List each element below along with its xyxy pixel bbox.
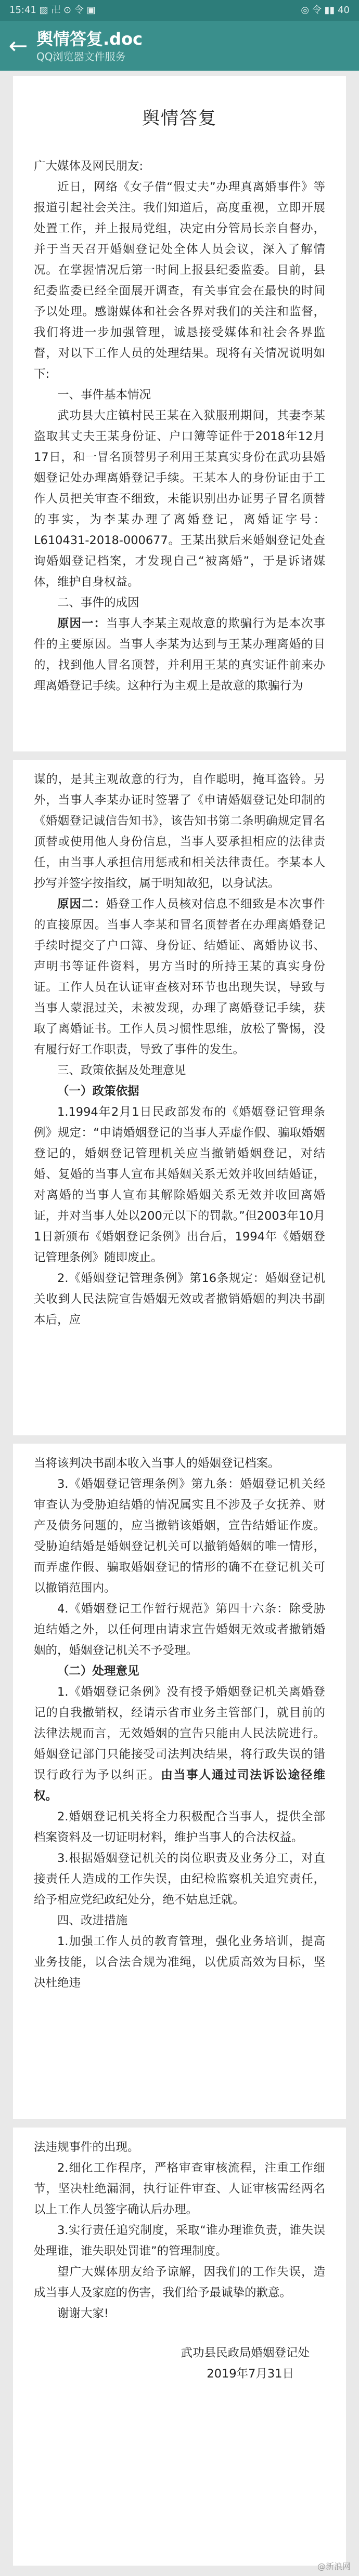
section-heading: 三、政策依据及处理意见 <box>57 1064 186 1077</box>
status-right: ◎ 令 ▮▮ 40 <box>301 5 350 16</box>
paragraph: 3.《婚姻登记管理条例》第九条：婚姻登记机关经审查认为受胁迫结婚的情况属实且不涉及子女抚养、财产及债务问题的，应当撤销该婚姻，宣告结婚证作废。受胁迫结婚是婚姻登记机关可以撤销婚姻的唯一情形，而弄虚作假、骗取婚姻登记的情形的确不在登记机关可以撤销范围内。 <box>34 1477 325 1595</box>
paragraph: 3.根据婚姻登记机关的岗位职责及业务分工，对直接责任人造成的工作失误，由纪检监察机关追究责任，给予相应党纪政纪处分，绝不姑息迁就。 <box>34 1852 325 1907</box>
paragraph: 近日，网络《女子借“假丈夫”办理真离婚事件》等报道引起社会关注。我们知道后，高度重视，立即开展处置工作，并上报局党组，决定由分管局长亲自督办，并于当天召开婚姻登记处全体人员会议，深入了解情况。在掌握情况后第一时间上报县纪委监委。目前，县纪委监委已经全面展开调查，有关事宜会在最快的时间予以处理。感谢媒体和社会各界对我们的关注和监督，我们将进一步加强管理，诚恳接受媒体和社会各界监督，对以下工作人员的处理结果。现将有关情况说明如下: <box>34 180 325 381</box>
document-page-1 <box>13 76 346 751</box>
paragraph: 望广大媒体朋友给予谅解，因我们的工作失误，造成当事人及家庭的伤害，我们给予最诚挚的歉意。 <box>34 2265 325 2300</box>
closing-thanks: 谢谢大家! <box>57 2307 109 2320</box>
paragraph: 3.实行责任追究制度，采取“谁办理谁负责，谁失误处理谁，谁失职处罚谁”的管理制度。 <box>34 2224 325 2258</box>
paragraph-text: 1.《婚姻登记条例》没有授予婚姻登记机关离婚登记的自我撤销权，经请示省市业务主管部门，就目前的法律法规而言，无效婚姻的宣告只能由人民法院进行。婚姻登记部门只能接受司法判决结果，将行政失误的错误行政行为予以纠正。 <box>34 1685 325 1782</box>
paragraph: 4.《婚姻登记工作暂行规范》第四十六条：除受胁迫结婚之外，以任何理由请求宣告婚姻无效或者撤销婚姻的，婚姻登记机关不予受理。 <box>34 1602 325 1657</box>
document-page-4 <box>13 2128 346 2566</box>
paragraph: 1.加强工作人员的教育管理，强化业务培训，提高业务技能，以合法合规为准绳，以优质高效为目标，坚决杜绝违 <box>34 1935 325 1990</box>
paragraph: 武功县大庄镇村民王某在入狱服刑期间，其妻李某盗取其丈夫王某身份证、户口簿等证件于2018年12月17日，和一冒名顶替男子利用王某真实身份在武功县婚姻登记处办理离婚登记手续。王某本人的身份证由于工作人员把关审查不细致，未能识别出办证男子冒名顶替的事实，为李某办理了离婚登记，离婚证字号：L610431-2018-000677。王某出狱后来婚姻登记处查询婚姻登记档案，才发现自己“被离婚”，于是诉诸媒体，维护自身权益。 <box>34 409 325 589</box>
section-heading: 四、改进措施 <box>57 1914 128 1927</box>
paragraph: 2.婚姻登记机关将全力积极配合当事人，提供全部档案资料及一切证明材料，维护当事人的合法权益。 <box>34 1810 325 1844</box>
document-page-2 <box>13 760 346 1435</box>
paragraph: 1.1994年2月1日民政部发布的《婚姻登记管理条例》规定：“申请婚姻登记的当事人弄虚作假、骗取婚姻登记的，婚姻登记管理机关应当撤销婚姻登记，对结婚、复婚的当事人宣布其婚姻关系无效并收回结婚证，对离婚的当事人宣布其解除婚姻关系无效并收回离婚证，并对当事人处以200元以下的罚款。”但2003年10月1日新颁布《婚姻登记条例》出台后，1994年《婚姻登记管理条例》随即废止。 <box>34 1105 325 1264</box>
document-page-3 <box>13 1444 346 2119</box>
status-bar <box>0 0 359 21</box>
reason-label: 原因二： <box>57 897 106 911</box>
emphasis-text: 由当事人通过司法诉讼途径维权。 <box>34 1768 325 1803</box>
doc-title: 舆情答复.doc <box>36 29 143 49</box>
salutation: 广大媒体及网民朋友: <box>34 160 144 173</box>
paragraph <box>34 894 325 1060</box>
signature-date: 2019年7月31日 <box>207 2367 294 2381</box>
back-arrow-icon[interactable]: ← <box>8 32 28 59</box>
status-left: 15:41 ▨ 卍 ⊙ 令 ▣ <box>9 5 96 16</box>
section-heading: 二、事件的成因 <box>57 596 139 610</box>
paragraph: 谋的，是其主观故意的行为，自作聪明，掩耳盗铃。另外，当事人李某办证时签署了《申请婚姻登记处印制的《婚姻登记诚信告知书》，该告知书第二条明确规定冒名顶替或使用他人身份信息，当事人要承担相应的法律责任，由当事人承担信用惩戒和相关法律责任。李某本人抄写并签字按指纹，属于明知故犯，以身试法。 <box>34 773 325 890</box>
title-group <box>36 28 143 63</box>
subsection-heading: （一）政策依据 <box>57 1085 139 1098</box>
section-heading: 一、事件基本情况 <box>57 388 151 402</box>
reason-label: 原因一： <box>57 617 106 630</box>
subsection-heading: （二）处理意见 <box>57 1665 139 1678</box>
signature: 武功县民政局婚姻登记处 <box>181 2346 310 2360</box>
app-bar <box>0 21 359 71</box>
doc-subtitle: QQ浏览器文件服务 <box>36 50 126 63</box>
paragraph: 法违规事件的出现。 <box>34 2141 139 2154</box>
document-heading: 舆情答复 <box>142 108 217 129</box>
paragraph: 当将该判决书副本收入当事人的婚姻登记档案。 <box>34 1457 280 1470</box>
paragraph: 2.《婚姻登记管理条例》第16条规定：婚姻登记机关收到人民法院宣告婚姻无效或者撤销婚姻的判决书副本后，应 <box>34 1272 325 1327</box>
paragraph <box>34 613 325 696</box>
paragraph <box>34 1682 325 1806</box>
paragraph: 2.细化工作程序，严格审查审核流程，注重工作细节，坚决杜绝漏洞，执行证件审查、人证审核需经两名以上工作人员签字确认后办理。 <box>34 2161 325 2216</box>
watermark: @新浪网 <box>317 2561 351 2571</box>
paragraph-text: 当事人李某主观故意的欺骗行为是本次事件的主要原因。当事人李某为达到与王某办理离婚的目的，找到他人冒名顶替，并利用王某的真实证件前来办理离婚登记手续。这种行为主观上是故意的欺骗行为 <box>34 617 325 693</box>
paragraph-text: 婚登工作人员核对信息不细致是本次事件的直接原因。当事人李某和冒名顶替者在办理离婚登记手续时提交了户口簿、身份证、结婚证、离婚协议书、声明书等证件资料，男方当时的所持王某的真实身份证。工作人员在认证审查核对环节也出现失误，导致与当事人蒙混过关，未被发现，办理了离婚登记手续，获取了离婚证书。工作人员习惯性思维，放松了警惕，没有履行好工作职责，导致了事件的发生。 <box>34 897 325 1056</box>
